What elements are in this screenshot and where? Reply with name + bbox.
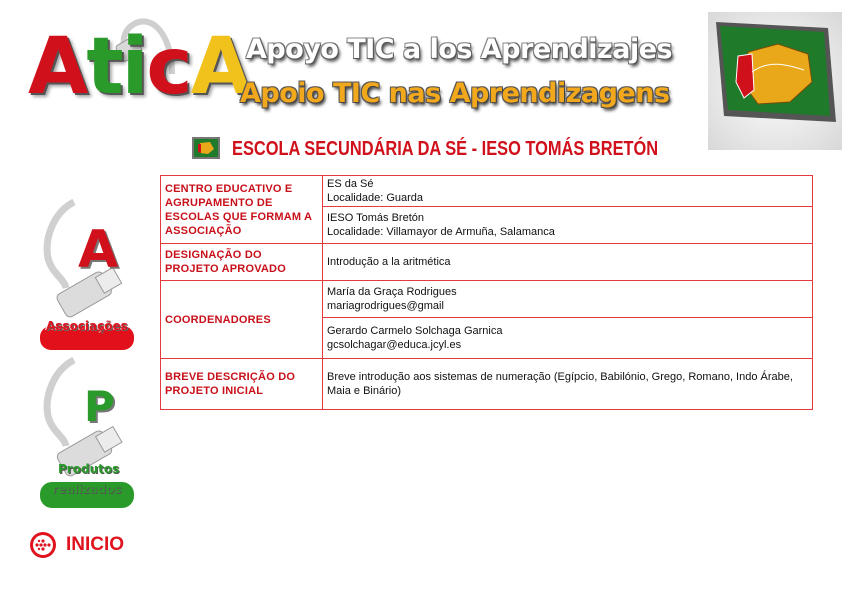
school2-locality: Localidade: Villamayor de Armuña, Salamanca	[327, 226, 555, 238]
inicio-icon	[28, 530, 58, 560]
associacoes-nav-button[interactable]	[34, 198, 138, 356]
table-row	[161, 176, 813, 207]
title-spanish: Apoyo TIC a los Aprendizajes	[246, 34, 673, 65]
iberian-map-board	[708, 12, 842, 150]
school1-cell	[323, 176, 813, 207]
logo-text: AticA	[28, 22, 250, 112]
coord2-cell	[323, 318, 813, 359]
atica-logo	[22, 14, 250, 118]
coordenadores-label: COORDENADORES	[161, 281, 323, 359]
descricao-label: BREVE DESCRIÇÃO DO PROJETO INICIAL	[161, 359, 323, 410]
descricao-value: Breve introdução aos sistemas de numeração (Egípcio, Babilónio, Grego, Romano, Indo Árabe, Maia e Binário)	[323, 359, 813, 410]
coord1-cell	[323, 281, 813, 318]
produtos-nav-button[interactable]	[36, 356, 140, 512]
project-info-table	[160, 175, 813, 410]
school2-cell	[323, 207, 813, 244]
designacao-label: DESIGNAÇÃO DO PROJETO APROVADO	[161, 244, 323, 281]
produtos-letter: P	[84, 382, 115, 431]
school-title: ESCOLA SECUNDÁRIA DA SÉ - IESO TOMÁS BRETÓN	[232, 138, 659, 160]
associacoes-label: Associações	[46, 319, 128, 333]
inicio-label: INICIO	[66, 534, 125, 555]
map-board-icon	[708, 12, 842, 150]
title-portuguese: Apoio TIC nas Aprendizagens	[240, 78, 670, 109]
coord1-name: María da Graça Rodrigues	[327, 286, 457, 298]
school1-name: ES da Sé	[327, 178, 374, 190]
school2-name: IESO Tomás Bretón	[327, 212, 425, 224]
associacoes-letter: A	[78, 220, 119, 280]
produtos-label-line1: Produtos	[58, 462, 120, 476]
inicio-button[interactable]	[28, 530, 124, 560]
coord2-name: Gerardo Carmelo Solchaga Garnica	[327, 325, 503, 337]
coord2-email: gcsolchagar@educa.jcyl.es	[327, 339, 462, 351]
produtos-label-line2: realizados	[52, 482, 122, 496]
school-map-icon	[192, 137, 220, 159]
school1-locality: Localidade: Guarda	[327, 192, 424, 204]
coord1-email: mariagrodrigues@gmail	[327, 300, 444, 312]
table-row	[161, 359, 813, 410]
table-row	[161, 244, 813, 281]
designacao-value: Introdução a la aritmética	[323, 244, 813, 281]
table-row	[161, 281, 813, 318]
centro-label: CENTRO EDUCATIVO E AGRUPAMENTO DE ESCOLAS QUE FORMAM A ASSOCIAÇÃO	[161, 176, 323, 244]
